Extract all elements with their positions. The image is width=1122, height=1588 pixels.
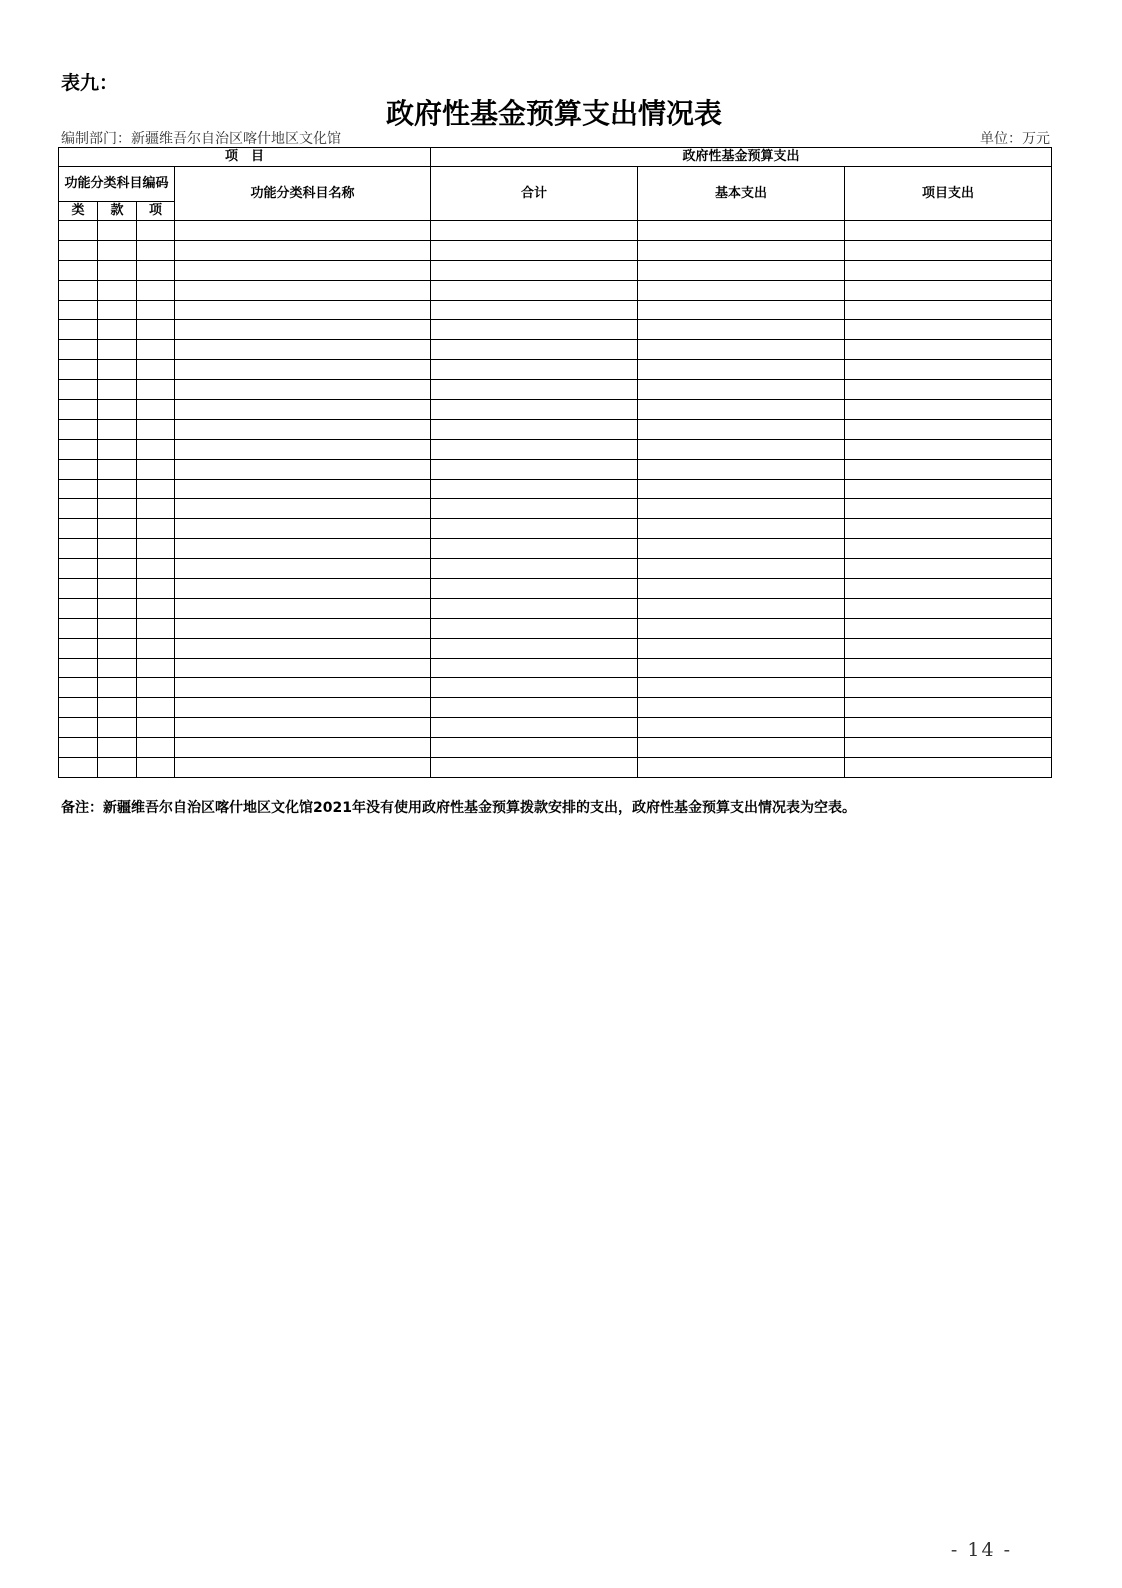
table-cell <box>137 559 175 579</box>
table-row <box>59 718 1052 738</box>
table-cell <box>845 300 1052 320</box>
table-row <box>59 499 1052 519</box>
table-cell <box>638 320 845 340</box>
table-cell <box>638 459 845 479</box>
table-cell <box>638 221 845 241</box>
table-cell <box>137 479 175 499</box>
table-cell <box>175 300 431 320</box>
table-cell <box>845 360 1052 380</box>
table-cell <box>845 439 1052 459</box>
table-row <box>59 459 1052 479</box>
table-cell <box>137 678 175 698</box>
table-row <box>59 758 1052 778</box>
table-cell <box>638 618 845 638</box>
table-cell <box>175 340 431 360</box>
table-cell <box>638 678 845 698</box>
table-label: 表九： <box>61 72 119 94</box>
table-cell <box>638 419 845 439</box>
table-cell <box>59 340 98 360</box>
table-cell <box>137 499 175 519</box>
table-cell <box>638 718 845 738</box>
table-row <box>59 380 1052 400</box>
table-cell <box>59 280 98 300</box>
header-code-group: 功能分类科目编码 <box>59 167 175 202</box>
table-cell <box>431 459 638 479</box>
table-cell <box>431 718 638 738</box>
table-cell <box>175 221 431 241</box>
table-cell <box>98 539 137 559</box>
table-cell <box>845 758 1052 778</box>
table-row <box>59 419 1052 439</box>
table-cell <box>638 360 845 380</box>
table-cell <box>431 320 638 340</box>
table-cell <box>59 240 98 260</box>
table-cell <box>59 658 98 678</box>
table-cell <box>59 758 98 778</box>
table-row <box>59 320 1052 340</box>
table-cell <box>137 340 175 360</box>
table-cell <box>431 539 638 559</box>
table-cell <box>845 260 1052 280</box>
table-cell <box>137 758 175 778</box>
table-cell <box>638 240 845 260</box>
table-cell <box>845 539 1052 559</box>
table-cell <box>175 539 431 559</box>
table-cell <box>137 240 175 260</box>
header-row-2 <box>59 167 1052 202</box>
table-cell <box>845 579 1052 599</box>
table-cell <box>845 380 1052 400</box>
table-cell <box>845 519 1052 539</box>
table-cell <box>98 459 137 479</box>
header-row-1 <box>59 148 1052 167</box>
table-cell <box>98 678 137 698</box>
table-row <box>59 598 1052 618</box>
table-cell <box>137 280 175 300</box>
table-cell <box>638 380 845 400</box>
table-cell <box>98 638 137 658</box>
table-cell <box>845 221 1052 241</box>
table-cell <box>845 459 1052 479</box>
unit-label: 单位：万元 <box>980 131 1050 147</box>
table-cell <box>845 678 1052 698</box>
table-cell <box>137 718 175 738</box>
table-cell <box>638 698 845 718</box>
table-cell <box>845 618 1052 638</box>
table-cell <box>845 718 1052 738</box>
table-cell <box>638 439 845 459</box>
table-cell <box>638 658 845 678</box>
table-cell <box>175 678 431 698</box>
table-cell <box>98 300 137 320</box>
table-cell <box>431 419 638 439</box>
table-cell <box>638 519 845 539</box>
table-cell <box>137 439 175 459</box>
table-cell <box>175 439 431 459</box>
table-cell <box>175 698 431 718</box>
table-cell <box>431 240 638 260</box>
table-cell <box>431 738 638 758</box>
table-row <box>59 280 1052 300</box>
table-cell <box>845 320 1052 340</box>
table-cell <box>137 380 175 400</box>
table-cell <box>845 559 1052 579</box>
table-cell <box>98 738 137 758</box>
table-cell <box>59 439 98 459</box>
table-cell <box>431 618 638 638</box>
table-cell <box>98 698 137 718</box>
header-fund-expenditure: 政府性基金预算支出 <box>431 148 1052 167</box>
table-cell <box>175 519 431 539</box>
table-cell <box>137 738 175 758</box>
table-cell <box>431 260 638 280</box>
table-cell <box>431 598 638 618</box>
department-label: 编制部门：新疆维吾尔自治区喀什地区文化馆 <box>61 131 341 147</box>
table-row <box>59 519 1052 539</box>
table-cell <box>431 300 638 320</box>
table-cell <box>175 380 431 400</box>
table-row <box>59 698 1052 718</box>
table-cell <box>98 559 137 579</box>
table-cell <box>175 260 431 280</box>
table-cell <box>98 579 137 599</box>
table-cell <box>98 519 137 539</box>
table-cell <box>845 738 1052 758</box>
table-cell <box>59 380 98 400</box>
table-cell <box>638 280 845 300</box>
table-cell <box>431 479 638 499</box>
header-item: 项 <box>137 202 175 221</box>
table-cell <box>175 618 431 638</box>
table-cell <box>59 400 98 420</box>
table-cell <box>137 300 175 320</box>
table-cell <box>98 360 137 380</box>
table-cell <box>59 419 98 439</box>
table-cell <box>98 479 137 499</box>
table-cell <box>98 419 137 439</box>
table-cell <box>137 618 175 638</box>
table-cell <box>431 360 638 380</box>
table-cell <box>175 658 431 678</box>
table-cell <box>59 638 98 658</box>
table-cell <box>845 479 1052 499</box>
table-cell <box>175 738 431 758</box>
table-cell <box>98 320 137 340</box>
table-cell <box>431 579 638 599</box>
table-cell <box>175 479 431 499</box>
table-cell <box>175 240 431 260</box>
header-project-expense: 项目支出 <box>845 167 1052 221</box>
table-row <box>59 439 1052 459</box>
table-cell <box>175 598 431 618</box>
table-cell <box>431 678 638 698</box>
table-cell <box>431 280 638 300</box>
table-row <box>59 539 1052 559</box>
table-row <box>59 678 1052 698</box>
table-cell <box>638 300 845 320</box>
table-row <box>59 300 1052 320</box>
table-cell <box>175 400 431 420</box>
table-cell <box>98 260 137 280</box>
header-class: 类 <box>59 202 98 221</box>
table-cell <box>638 340 845 360</box>
table-cell <box>137 598 175 618</box>
table-cell <box>59 519 98 539</box>
table-cell <box>59 738 98 758</box>
table-row <box>59 340 1052 360</box>
table-cell <box>175 459 431 479</box>
table-cell <box>175 280 431 300</box>
page-number: - 14 - <box>950 1539 1012 1561</box>
table-cell <box>137 698 175 718</box>
table-cell <box>59 698 98 718</box>
table-cell <box>59 221 98 241</box>
page-title: 政府性基金预算支出情况表 <box>385 97 722 130</box>
table-cell <box>431 400 638 420</box>
table-cell <box>59 618 98 638</box>
header-project: 项 目 <box>59 148 431 167</box>
table-cell <box>845 340 1052 360</box>
table-cell <box>98 221 137 241</box>
table-cell <box>59 479 98 499</box>
table-cell <box>431 439 638 459</box>
table-cell <box>98 618 137 638</box>
table-row <box>59 579 1052 599</box>
table-row <box>59 400 1052 420</box>
table-cell <box>431 340 638 360</box>
table-cell <box>845 419 1052 439</box>
header-section: 款 <box>98 202 137 221</box>
table-row <box>59 360 1052 380</box>
table-row <box>59 479 1052 499</box>
table-cell <box>638 400 845 420</box>
table-cell <box>137 360 175 380</box>
table-cell <box>431 758 638 778</box>
table-cell <box>137 400 175 420</box>
table-row <box>59 240 1052 260</box>
table-row <box>59 559 1052 579</box>
budget-table <box>58 147 1052 778</box>
table-cell <box>98 380 137 400</box>
table-cell <box>59 459 98 479</box>
table-cell <box>431 638 638 658</box>
header-basic: 基本支出 <box>638 167 845 221</box>
table-cell <box>638 559 845 579</box>
table-cell <box>175 559 431 579</box>
table-cell <box>175 579 431 599</box>
table-cell <box>845 638 1052 658</box>
table-cell <box>638 539 845 559</box>
table-cell <box>175 320 431 340</box>
table-row <box>59 618 1052 638</box>
table-cell <box>137 638 175 658</box>
table-cell <box>59 579 98 599</box>
table-cell <box>638 638 845 658</box>
table-cell <box>638 758 845 778</box>
table-row <box>59 638 1052 658</box>
table-cell <box>98 240 137 260</box>
table-cell <box>98 758 137 778</box>
table-cell <box>431 698 638 718</box>
table-cell <box>431 519 638 539</box>
table-cell <box>59 718 98 738</box>
table-cell <box>431 499 638 519</box>
table-cell <box>137 221 175 241</box>
header-total: 合计 <box>431 167 638 221</box>
remark-note: 备注：新疆维吾尔自治区喀什地区文化馆2021年没有使用政府性基金预算拨款安排的支出，政府性基金预算支出情况表为空表。 <box>61 800 856 816</box>
table-cell <box>638 499 845 519</box>
table-row <box>59 260 1052 280</box>
table-cell <box>638 598 845 618</box>
table-cell <box>137 320 175 340</box>
table-cell <box>98 499 137 519</box>
table-cell <box>431 658 638 678</box>
table-cell <box>59 559 98 579</box>
table-cell <box>59 499 98 519</box>
table-cell <box>59 360 98 380</box>
table-cell <box>431 380 638 400</box>
table-cell <box>59 300 98 320</box>
table-cell <box>98 400 137 420</box>
table-cell <box>137 260 175 280</box>
table-cell <box>98 598 137 618</box>
table-cell <box>59 598 98 618</box>
table-cell <box>137 419 175 439</box>
table-cell <box>845 499 1052 519</box>
table-cell <box>638 260 845 280</box>
table-cell <box>175 718 431 738</box>
table-cell <box>137 579 175 599</box>
table-cell <box>638 738 845 758</box>
table-cell <box>98 340 137 360</box>
table-row <box>59 221 1052 241</box>
table-cell <box>98 439 137 459</box>
table-cell <box>845 240 1052 260</box>
table-cell <box>175 419 431 439</box>
header-name: 功能分类科目名称 <box>175 167 431 221</box>
table-cell <box>845 698 1052 718</box>
table-cell <box>98 280 137 300</box>
table-cell <box>59 539 98 559</box>
table-cell <box>175 360 431 380</box>
table-row <box>59 738 1052 758</box>
table-cell <box>137 459 175 479</box>
table-cell <box>845 400 1052 420</box>
table-cell <box>59 678 98 698</box>
table-cell <box>59 320 98 340</box>
table-row <box>59 658 1052 678</box>
table-cell <box>137 658 175 678</box>
table-cell <box>59 260 98 280</box>
table-cell <box>175 758 431 778</box>
table-cell <box>98 718 137 738</box>
table-cell <box>431 221 638 241</box>
table-cell <box>175 499 431 519</box>
table-cell <box>98 658 137 678</box>
table-cell <box>845 598 1052 618</box>
table-cell <box>431 559 638 579</box>
table-cell <box>845 280 1052 300</box>
table-cell <box>175 638 431 658</box>
table-cell <box>137 519 175 539</box>
table-cell <box>638 579 845 599</box>
table-cell <box>137 539 175 559</box>
table-cell <box>845 658 1052 678</box>
table-cell <box>638 479 845 499</box>
